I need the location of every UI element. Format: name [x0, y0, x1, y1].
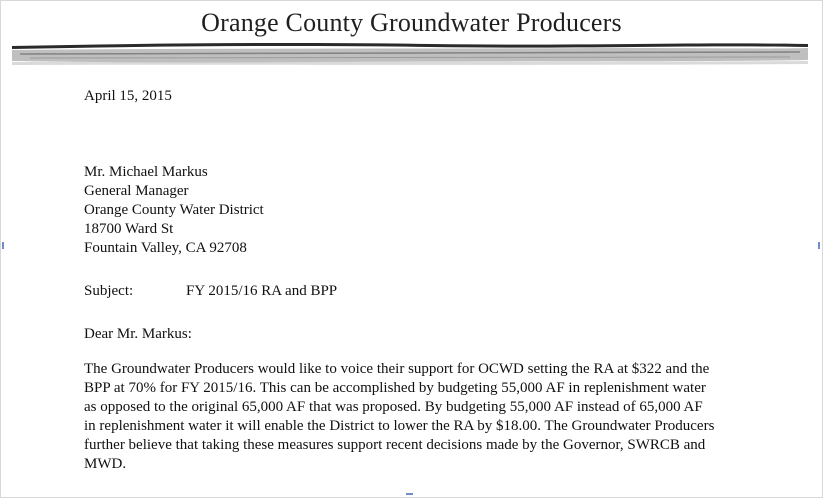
right-resize-handle[interactable]	[818, 242, 820, 249]
body-line: The Groundwater Producers would like to voice their support for OCWD setting the RA at $322 and the	[84, 361, 710, 377]
subject-value: FY 2015/16 RA and BPP	[186, 283, 338, 299]
body-line: MWD.	[84, 456, 127, 472]
salutation: Dear Mr. Markus:	[84, 326, 192, 342]
body-paragraph	[84, 360, 744, 474]
recipient-title: General Manager	[84, 183, 189, 199]
body-line: as opposed to the original 65,000 AF that was proposed. By budgeting 55,000 AF instead of 65,000 AF	[84, 399, 703, 415]
bottom-resize-handle[interactable]	[406, 493, 413, 495]
body-line: in replenishment water it will enable the District to lower the RA by $18.00. The Groundwater Producers	[84, 418, 715, 434]
recipient-organization: Orange County Water District	[84, 202, 264, 218]
recipient-street: 18700 Ward St	[84, 221, 174, 237]
recipient-city-state-zip: Fountain Valley, CA 92708	[84, 240, 247, 256]
recipient-name: Mr. Michael Markus	[84, 164, 208, 180]
body-line: further believe that taking these measures support recent decisions made by the Governor, SWRCB and	[84, 437, 706, 453]
letter-date: April 15, 2015	[84, 88, 172, 104]
letterhead-title: Orange County Groundwater Producers	[201, 8, 622, 37]
left-resize-handle[interactable]	[2, 242, 4, 249]
subject-label: Subject:	[84, 283, 134, 299]
body-line: BPP at 70% for FY 2015/16. This can be accomplished by budgeting 55,000 AF in replenishment water	[84, 380, 706, 396]
letterhead-brush-rule	[10, 38, 810, 70]
